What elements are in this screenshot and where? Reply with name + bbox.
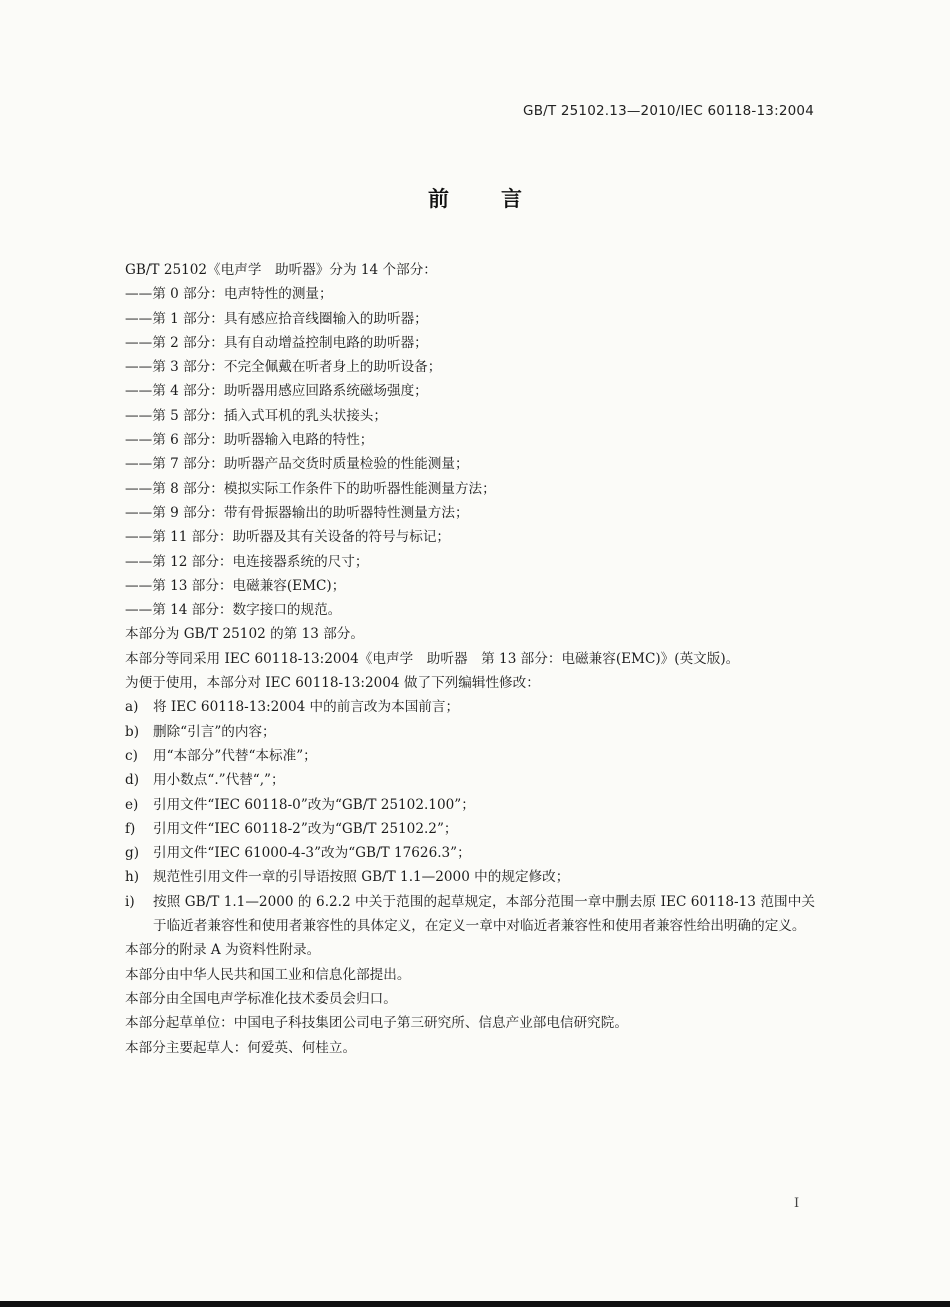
item-label: g)	[125, 845, 140, 862]
item-text: 引用文件“IEC 60118-2”改为“GB/T 25102.2”；	[153, 820, 458, 837]
item-label: d)	[125, 772, 140, 789]
list-item: ——第 12 部分：电连接器系统的尺寸；	[125, 553, 369, 570]
list-item	[125, 695, 815, 719]
standard-number-header: GB/T 25102.13—2010/IEC 60118-13:2004	[523, 103, 814, 119]
part-statement: 本部分为 GB/T 25102 的第 13 部分。	[125, 626, 364, 643]
list-item: ——第 11 部分：助听器及其有关设备的符号与标记；	[125, 529, 451, 546]
list-item: ——第 3 部分：不完全佩戴在听者身上的助听设备；	[125, 359, 442, 376]
proposer-statement: 本部分由中华人民共和国工业和信息化部提出。	[125, 966, 411, 983]
committee-statement: 本部分由全国电声学标准化技术委员会归口。	[125, 990, 397, 1007]
list-item	[125, 890, 815, 939]
changes-list	[125, 695, 815, 938]
list-item: ——第 1 部分：具有感应拾音线圈输入的助听器；	[125, 310, 428, 327]
list-item: ——第 6 部分：助听器输入电路的特性；	[125, 432, 374, 449]
section-title: 前言	[428, 187, 574, 211]
list-item	[125, 817, 815, 841]
drafting-units-statement: 本部分起草单位：中国电子科技集团公司电子第三研究所、信息产业部电信研究院。	[125, 1015, 628, 1032]
parts-list	[125, 282, 815, 622]
changes-intro: 为便于使用，本部分对 IEC 60118-13:2004 做了下列编辑性修改：	[125, 675, 540, 692]
list-item: ——第 4 部分：助听器用感应回路系统磁场强度；	[125, 383, 428, 400]
intro-paragraph: GB/T 25102《电声学 助听器》分为 14 个部分：	[125, 262, 437, 278]
list-item	[125, 768, 815, 792]
foreword-body	[125, 258, 815, 1060]
annex-statement: 本部分的附录 A 为资料性附录。	[125, 942, 321, 959]
item-label: i)	[125, 893, 135, 910]
item-label: a)	[125, 699, 139, 716]
list-item: ——第 0 部分：电声特性的测量；	[125, 286, 333, 303]
item-text: 引用文件“IEC 60118-0”改为“GB/T 25102.100”；	[153, 796, 475, 813]
list-item: ——第 8 部分：模拟实际工作条件下的助听器性能测量方法；	[125, 480, 496, 497]
item-label: e)	[125, 796, 139, 813]
list-item	[125, 841, 815, 865]
item-text: 将 IEC 60118-13:2004 中的前言改为本国前言；	[153, 699, 460, 716]
drafters-statement: 本部分主要起草人：何爱英、何桂立。	[125, 1039, 357, 1056]
item-label: c)	[125, 747, 138, 764]
list-item: ——第 13 部分：电磁兼容(EMC)；	[125, 577, 346, 594]
item-text: 用小数点“.”代替“,”；	[153, 772, 285, 789]
adoption-statement: 本部分等同采用 IEC 60118-13:2004《电声学 助听器 第 13 部分：电磁兼容(EMC)》(英文版)。	[125, 650, 740, 667]
list-item: ——第 9 部分：带有骨振器输出的助听器特性测量方法；	[125, 504, 469, 521]
list-item: ——第 14 部分：数字接口的规范。	[125, 602, 342, 619]
list-item	[125, 865, 815, 889]
item-text: 引用文件“IEC 61000-4-3”改为“GB/T 17626.3”；	[153, 845, 471, 862]
item-text: 规范性引用文件一章的引导语按照 GB/T 1.1—2000 中的规定修改；	[153, 869, 570, 886]
list-item: ——第 5 部分：插入式耳机的乳头状接头；	[125, 407, 387, 424]
item-label: f)	[125, 820, 136, 837]
scan-edge-bar	[0, 1301, 950, 1307]
list-item	[125, 744, 815, 768]
page-number: I	[794, 1196, 800, 1211]
list-item: ——第 7 部分：助听器产品交货时质量检验的性能测量；	[125, 456, 469, 473]
item-text: 删除“引言”的内容；	[153, 723, 276, 740]
item-text: 用“本部分”代替“本标准”；	[153, 747, 317, 764]
list-item	[125, 793, 815, 817]
list-item	[125, 720, 815, 744]
list-item: ——第 2 部分：具有自动增益控制电路的助听器；	[125, 334, 428, 351]
item-label: b)	[125, 723, 140, 740]
item-label: h)	[125, 869, 140, 886]
item-text: 按照 GB/T 1.1—2000 的 6.2.2 中关于范围的起草规定，本部分范围一章中删去原 IEC 60118-13 范围中关于临近者兼容性和使用者兼容性的具体定义，在定义一章中对临近者兼容性和使用者兼容性给出明确的定义。	[153, 893, 815, 935]
